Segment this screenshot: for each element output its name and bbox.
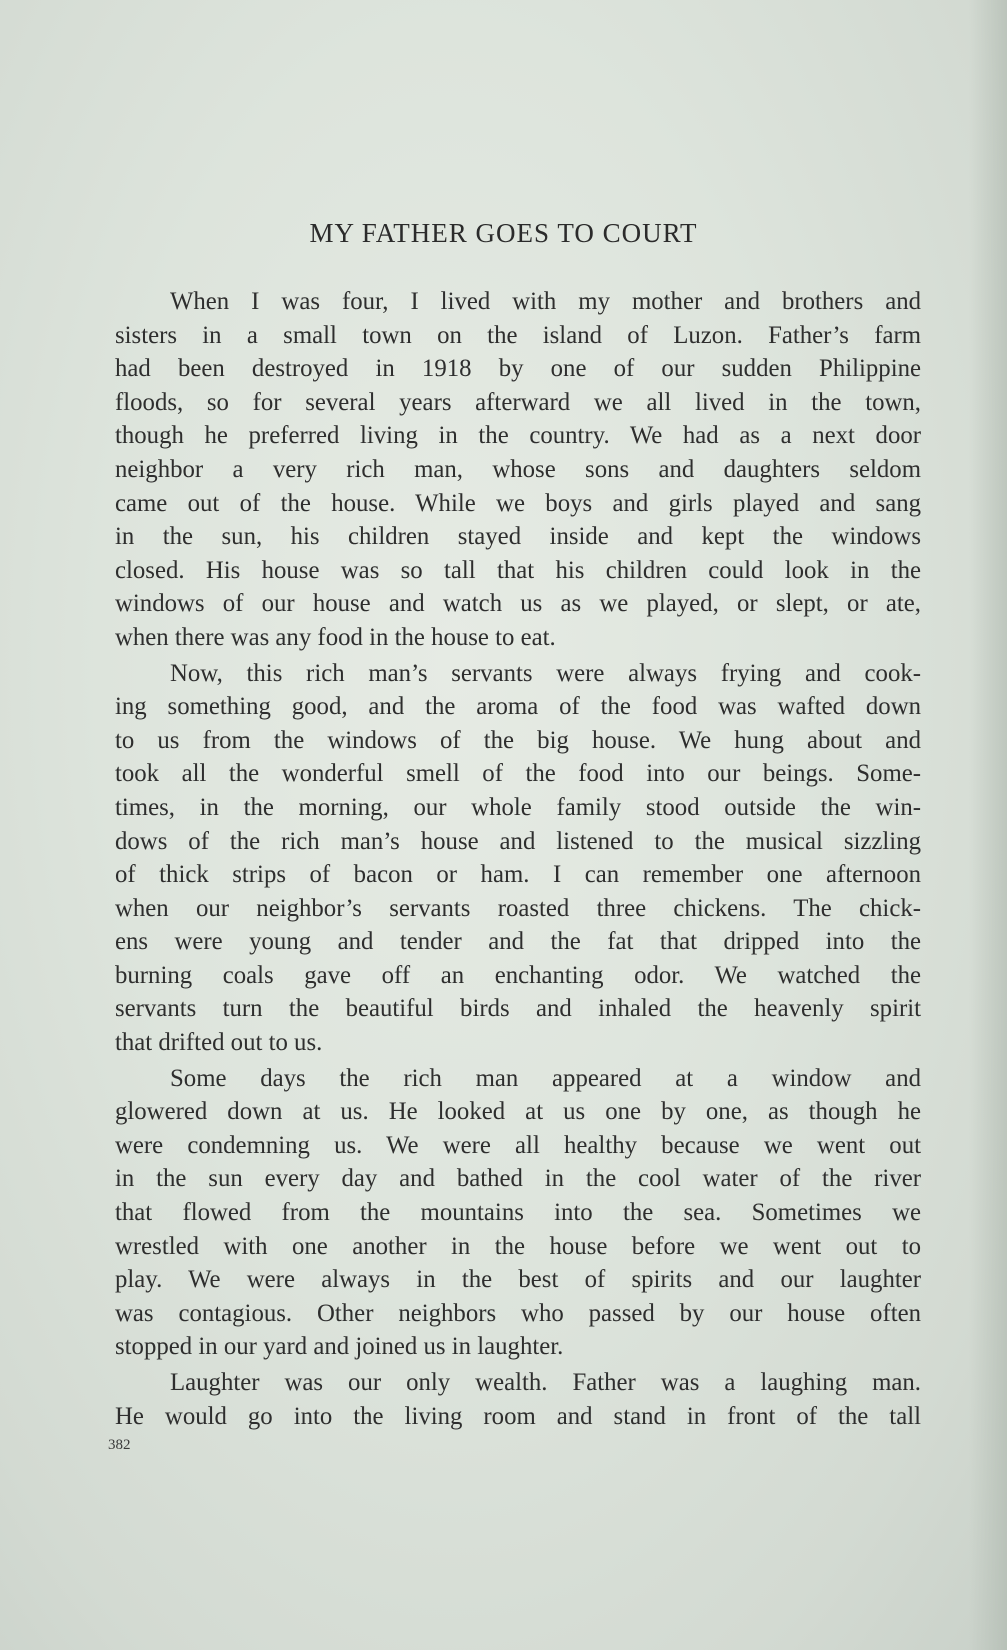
text-line: when there was any food in the house to eat. (115, 623, 556, 651)
text-line: stopped in our yard and joined us in laughter. (115, 1333, 564, 1361)
text-line: when our neighbor’s servants roasted three chickens. The chick- (115, 894, 921, 922)
text-line: that flowed from the mountains into the sea. Sometimes we (115, 1199, 921, 1227)
text-line: times, in the morning, our whole family stood outside the win- (115, 793, 921, 821)
paragraph-2 (115, 657, 921, 1060)
body-text (115, 285, 921, 1435)
text-line: neighbor a very rich man, whose sons and daughters seldom (115, 455, 921, 483)
text-line: took all the wonderful smell of the food into our beings. Some- (115, 760, 921, 788)
text-line: servants turn the beautiful birds and inhaled the heavenly spirit (115, 995, 921, 1023)
paragraph-3 (115, 1062, 921, 1364)
text-line: Laughter was our only wealth. Father was a laughing man. (170, 1369, 921, 1396)
paragraph-1 (115, 285, 921, 655)
text-line: wrestled with one another in the house before we went out to (115, 1232, 921, 1260)
text-line: play. We were always in the best of spirits and our laughter (115, 1266, 921, 1294)
text-line: Now, this rich man’s servants were always frying and cook- (170, 659, 921, 687)
page-number: 382 (108, 1437, 131, 1453)
text-line: sisters in a small town on the island of Luzon. Father’s farm (115, 321, 921, 349)
text-line: ing something good, and the aroma of the food was wafted down (115, 693, 921, 721)
text-line: burning coals gave off an enchanting odor. We watched the (115, 961, 921, 989)
text-line: dows of the rich man’s house and listened to the musical sizzling (115, 827, 921, 855)
text-line: ens were young and tender and the fat that dripped into the (115, 928, 921, 956)
text-line: came out of the house. While we boys and girls played and sang (115, 489, 921, 517)
text-line: had been destroyed in 1918 by one of our sudden Philippine (115, 355, 921, 383)
text-line: He would go into the living room and stand in front of the tall (115, 1402, 921, 1430)
text-line: glowered down at us. He looked at us one by one, as though he (115, 1098, 921, 1126)
text-line: closed. His house was so tall that his children could look in the (115, 556, 921, 584)
text-line: were condemning us. We were all healthy because we went out (115, 1131, 921, 1159)
text-line: in the sun every day and bathed in the cool water of the river (115, 1165, 921, 1193)
text-line: was contagious. Other neighbors who passed by our house often (115, 1299, 921, 1327)
text-line: that drifted out to us. (115, 1029, 323, 1057)
paragraph-4 (115, 1366, 921, 1433)
text-line: in the sun, his children stayed inside and kept the windows (115, 523, 921, 551)
text-line: floods, so for several years afterward we all lived in the town, (115, 388, 921, 416)
text-line: Some days the rich man appeared at a window and (170, 1064, 921, 1092)
text-line: though he preferred living in the country. We had as a next door (115, 422, 921, 450)
text-line: to us from the windows of the big house. We hung about and (115, 726, 921, 754)
text-line: of thick strips of bacon or ham. I can remember one afternoon (115, 861, 921, 889)
text-line: When I was four, I lived with my mother and brothers and (170, 288, 921, 315)
chapter-title: MY FATHER GOES TO COURT (309, 218, 698, 248)
text-line: windows of our house and watch us as we played, or slept, or ate, (115, 590, 921, 618)
